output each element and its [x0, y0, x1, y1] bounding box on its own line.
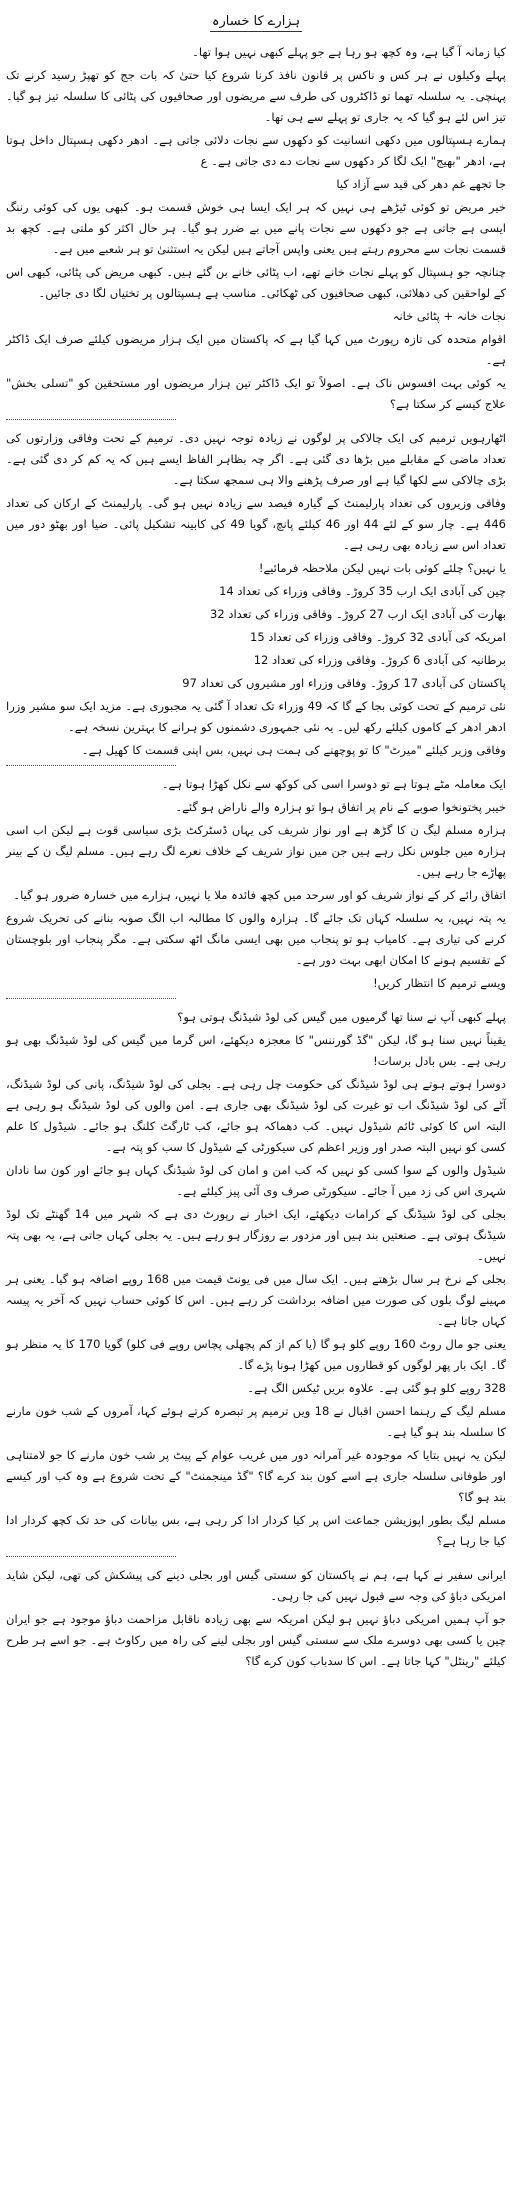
article-section [6, 428, 506, 761]
paragraph: وفاقی وزیر کیلئے "میرٹ" کا تو پوچھنے کی ہمت ہی نہیں، بس اپنی قسمت کا کھیل ہے۔ [81, 743, 506, 757]
article-section [6, 42, 506, 415]
paragraph: امریکہ کی آبادی 32 کروڑ۔ وفاقی وزراء کی تعداد 15 [250, 630, 506, 644]
paragraph: ایک معاملہ مٹے ہوتا ہے تو دوسرا اسی کی کوکھ سے نکل کھڑا ہوتا ہے۔ [161, 777, 506, 791]
paragraph: بھارت کی آبادی ایک ارب 27 کروڑ۔ وفاقی وزراء کی تعداد 32 [210, 607, 506, 621]
paragraph: مسلم لیگ بطور اپوزیشن جماعت اس پر کیا کردار ادا کر رہی ہے، بس بیانات کی حد تک کچھ کردار ادا کیا جا رہا ہے؟ [6, 1513, 506, 1548]
paragraph: ہزارہ مسلم لیگ ن کا گڑھ ہے اور نواز شریف کی یہاں ڈسٹرکٹ بڑی سیاسی قوت ہے لیکن اب اسی ہزارہ میں جلوس نکل رہے ہیں جن میں نواز شریف کے خلاف نعرے لگ رہے ہیں۔ مسلم لیگ ن کے بینر پھاڑے جا رہے ہیں۔ [6, 823, 506, 879]
paragraph: ایرانی سفیر نے کہا ہے، ہم نے پاکستان کو سستی گیس اور بجلی دینے کی پیشکش کی تھی، لیکن شاید امریکی دباؤ کی وجہ سے قبول نہیں کی جا رہی۔ [6, 1568, 506, 1603]
paragraph: پہلے وکیلوں نے ہر کس و ناکس پر قانون نافذ کرنا شروع کیا حتیٰ کہ بات جج کو تھپڑ رسید کرنے تک پہنچی۔ یہ سلسلہ تھما تو ڈاکٹروں کی طرف سے مریضوں اور صحافیوں کی پٹائی کا سلسلہ تیز ہو گیا۔ تیز اس لئے ہو گیا کہ یہ جاری تو پہلے سے ہی تھا۔ [6, 68, 506, 124]
paragraph: شیڈول والوں کے سوا کسی کو نہیں کہ کب امن و امان کی لوڈ شیڈنگ کہاں ہو جائے اور کون سا نادان شہری اس کی زد میں آ جائے۔ سیکورٹی صرف وی آئی پیز کیلئے ہے۔ [6, 1163, 506, 1198]
paragraph: وفاقی وزیروں کی تعداد پارلیمنٹ کے گیارہ فیصد سے زیادہ نہیں ہو گی۔ پارلیمنٹ کے ارکان کی تعداد 446 ہے۔ چار سو کے لئے 44 اور 46 کیلئے پانچ، گویا 49 کی کابینہ تشکیل پائی۔ ضیا اور بھٹو دور میں تعداد اس سے زیادہ بھی رہی ہے۔ [6, 496, 506, 552]
section-divider [6, 1556, 176, 1557]
paragraph: خیر مریض تو کوئی ٹیڑھے ہی نہیں کہ ہر ایک ایسا ہی خوش قسمت ہو۔ کبھی یوں کی کوئی رننگ ایسی ہے جاتی ہے جو دکھوں سے نجات پانے میں بے ضرر ہو گیا۔ ہر حال اکثر کو ملتی ہے۔ کچھ بد قسمت نجات سے محروم رہتے ہیں یعنی واپس آجاتے ہیں لیکن یہ استثنیٰ تو ہر شعبے میں ہے۔ [6, 200, 506, 256]
paragraph: چنانچہ جو ہسپتال کو پہلے نجات خانے تھے، اب پٹائی خانے بن گئے ہیں۔ کبھی مریض کی پٹائی، کبھی اس کے لواحقین کی دھلائی، کبھی صحافیوں کی ٹھکائی۔ مناسب ہے ہسپتالوں پر تختیاں لگا دی جائیں۔ [6, 265, 506, 300]
section-divider [6, 419, 176, 420]
paragraph: بجلی کے نرخ ہر سال بڑھتے ہیں۔ ایک سال میں فی یونٹ قیمت میں 168 روپے اضافہ ہو گیا۔ یعنی ہر مہینے لوگ بلوں کی صورت میں اضافہ برداشت کر رہے ہیں۔ اس کا کوئی حساب نہیں کہ آخر یہ پیسہ کہاں جاتا ہے۔ [6, 1272, 506, 1328]
paragraph: پہلے کبھی آپ نے سنا تھا گرمیوں میں گیس کی لوڈ شیڈنگ ہوتی ہو؟ [177, 1010, 506, 1024]
paragraph: اتفاق رائے کر کے نواز شریف کو اور سرحد میں کچھ فائدہ ملا یا نہیں، ہزارے میں خسارہ ضرور ہو گیا۔ [13, 888, 506, 902]
paragraph: برطانیہ کی آبادی 6 کروڑ۔ وفاقی وزراء کی تعداد 12 [253, 653, 506, 667]
paragraph: یہ کوئی بہت افسوس ناک ہے۔ اصولاً تو ایک ڈاکٹر تین ہزار مریضوں اور مستحقین کو "تسلی بخش" علاج کیسے کر سکتا ہے؟ [6, 376, 506, 411]
paragraph: ہمارے ہسپتالوں میں دکھی انسانیت کو دکھوں سے نجات دلائی جاتی ہے۔ ادھر دکھی ہسپتال داخل ہوتا ہے، ادھر "بھیج" ایک لگا کر دکھوں سے نجات دے دی جاتی ہے۔ ع [6, 133, 506, 168]
paragraph: مسلم لیگ کے رہنما احسن اقبال نے 18 ویں ترمیم پر تبصرہ کرتے ہوئے کہا، آمروں کے شب خون مارنے کا سلسلہ بند ہو گیا ہے۔ [6, 1404, 507, 1439]
paragraph: نئی ترمیم کے تحت کوئی بجا کے گا کہ 49 وزراء تک تعداد آ گئی یہ مجبوری ہے۔ مزید ایک سو مشیر وزرا ادھر ادھر کے کاموں کیلئے رکھ لیں۔ یہ نئی جمہوری دشمنوں کو ہرانے کا بہترین نسخہ ہے۔ [6, 699, 506, 734]
paragraph: بجلی کی لوڈ شیڈنگ کے کرامات دیکھئے، ایک اخبار نے رپورٹ دی ہے کہ شہر میں 14 گھنٹے تک لوڈ شیڈنگ ہوتی ہے۔ صنعتیں بند ہیں اور مزدور بے روزگار ہو رہے ہیں۔ یہ بجلی کہاں جاتی ہے، یہ بھی پتہ نہیں۔ [6, 1207, 506, 1263]
paragraph: کیا زمانہ آ گیا ہے، وہ کچھ ہو رہا ہے جو پہلے کبھی نہیں ہوا تھا۔ [192, 45, 506, 59]
paragraph: اٹھارہویں ترمیم کی ایک چالاکی پر لوگوں نے زیادہ توجہ نہیں دی۔ ترمیم کے تحت وفاقی وزارتوں کی تعداد ماضی کے مقابلے میں بڑھا دی گئی ہے۔ اگر چہ بظاہر الفاظ ایسے ہیں کہ یہ کم کر دی گئی ہے۔ بڑی چالاکی سے لکھا گیا ہے اور صرف پڑھنے والا ہی سمجھ سکتا ہے۔ [6, 431, 506, 487]
article-section [6, 774, 506, 994]
paragraph: خیبر پختونخوا صوبے کے نام پر اتفاق ہوا تو ہزارہ والے ناراض ہو گئے۔ [175, 800, 506, 814]
paragraph: نجات خانہ + پٹائی خانہ [392, 309, 506, 323]
paragraph: ویسے ترمیم کا انتظار کریں! [373, 976, 506, 990]
article-section [6, 1007, 506, 1552]
paragraph: اقوام متحدہ کی تازہ رپورٹ میں کہا گیا ہے کہ پاکستان میں ایک ہزار مریضوں کیلئے صرف ایک ڈاکٹر ہے۔ [6, 332, 506, 367]
paragraph: یقیناً نہیں سنا ہو گا، لیکن "گڈ گورننس" کا معجزہ دیکھئے، اس گرما میں گیس کی لوڈ شیڈنگ بھی ہو رہی ہے۔ بس بادل برسات! [6, 1033, 506, 1068]
paragraph: پاکستان کی آبادی 17 کروڑ۔ وفاقی وزراء اور مشیروں کی تعداد 97 [182, 676, 506, 690]
section-divider [6, 998, 176, 999]
paragraph: چین کی آبادی ایک ارب 35 کروڑ۔ وفاقی وزراء کی تعداد 14 [219, 584, 506, 598]
paragraph: جو آپ ہمیں امریکی دباؤ نہیں ہو لیکن امریکہ سے بھی زیادہ ناقابل مزاحمت دباؤ موجود ہے جو ایران چین یا کسی بھی دوسرے ملک سے سستی گیس اور بجلی لینے کی راہ میں رکاوٹ ہے۔ جو اسے ہر طرح کیلئے "رینٹل" کہا جاتا ہے۔ اس کا سدباب کون کرے گا؟ [6, 1612, 506, 1668]
paragraph: یا نہیں؟ چلئے کوئی بات نہیں لیکن ملاحظہ فرمائیے! [258, 561, 506, 575]
section-divider [6, 765, 176, 766]
paragraph: یعنی جو مال روٹ 160 روپے کلو ہو گا (یا کم از کم پچھلی پچاس روپے فی کلو) گویا 170 کا یہ منظر ہو گا۔ ایک بار پھر لوگوں کو قطاروں میں کھڑا ہونا پڑے گا۔ [6, 1337, 506, 1372]
paragraph: جا تجھے غم دھر کی قید سے آزاد کیا [336, 177, 506, 191]
article-title: ہزارے کا خسارہ [211, 14, 301, 29]
article-section [6, 1565, 506, 1672]
paragraph: یہ پتہ نہیں، یہ سلسلہ کہاں تک جائے گا۔ ہزارہ والوں کا مطالبہ اب الگ صوبہ بنانے کی تحریک شروع کرنے کی تیاری ہے۔ کامیاب ہو تو پنجاب میں بھی ایسی مانگ اٹھ سکتی ہے۔ مگر پنجاب اور بلوچستان کے تقسیم ہونے کا امکان ابھی بہت دور ہے۔ [6, 911, 506, 967]
article-body [6, 42, 506, 1672]
title-underline [210, 31, 302, 32]
paragraph: لیکن یہ نہیں بتایا کہ موجودہ غیر آمرانہ دور میں غریب عوام کے پیٹ پر شب خون مارنے کا جو لامتناہی اور طوفانی سلسلہ جاری ہے اسے کون بند کرے گا؟ "گڈ مینجمنٹ" کے تحت شروع ہے وہ کب اور کیسے بند ہو گا؟ [6, 1448, 506, 1504]
paragraph: دوسرا ہوتے ہوتے ہی لوڈ شیڈنگ کی حکومت چل رہی ہے۔ بجلی کی لوڈ شیڈنگ، پانی کی لوڈ شیڈنگ، آٹے کی لوڈ شیڈنگ اب تو غیرت کی لوڈ شیڈنگ بھی جاری ہے۔ امن والوں کی لوڈ شیڈنگ ہو رہی ہے البتہ اس کا کوئی ٹائم شیڈول نہیں۔ کب دھماکہ ہو جائے، کب ٹارگٹ کلنگ ہو جائے۔ شیڈول کا علم کسی کو نہیں البتہ صدر اور وزیر اعظم کی سیکورٹی کے شیڈول کا سب کو پتہ ہے۔ [6, 1077, 506, 1154]
paragraph: 328 روپے کلو ہو گئی ہے۔ علاوہ بریں ٹیکس الگ ہے۔ [247, 1381, 506, 1395]
